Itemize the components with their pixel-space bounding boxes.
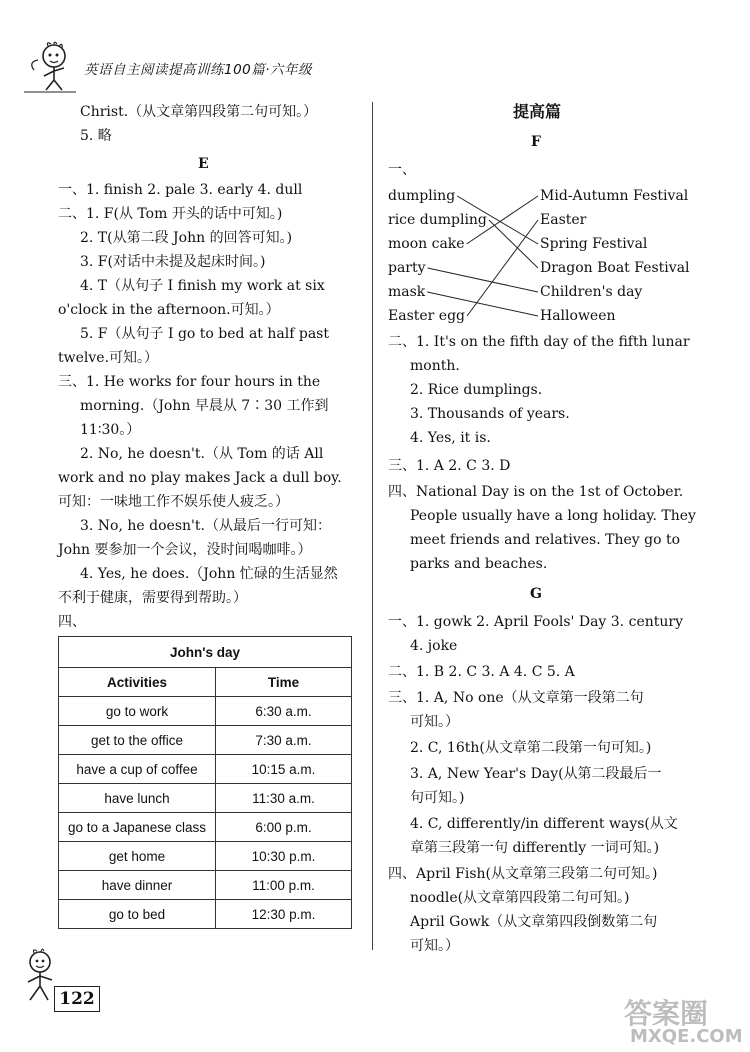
- match-right-item: Children's day: [540, 284, 643, 300]
- right-text-line: April Gowk（从文章第四段倒数第二句: [410, 914, 658, 930]
- time-cell: 11:30 a.m.: [216, 784, 352, 813]
- page-number: 122: [54, 986, 100, 1012]
- time-cell: 10:15 a.m.: [216, 755, 352, 784]
- match-left-item: dumpling: [388, 188, 456, 204]
- match-left-item: mask: [388, 284, 426, 300]
- right-text-line: 可知。）: [410, 938, 459, 954]
- time-cell: 11:00 p.m.: [216, 871, 352, 900]
- right-text-line: 三、1. A 2. C 3. D: [388, 458, 511, 474]
- left-text-line: 3. F(对话中未提及起床时间。): [80, 254, 266, 270]
- header-title: 英语自主阅读提高训练100篇·六年级: [84, 62, 313, 78]
- matching-part-label: 一、: [388, 162, 416, 178]
- time-cell: 6:30 a.m.: [216, 697, 352, 726]
- activity-cell: go to work: [59, 697, 216, 726]
- left-text-line: morning.（John 早晨从 7∶30 工作到: [80, 398, 329, 414]
- right-text-line: 4. Yes, it is.: [410, 430, 491, 446]
- right-text-line: noodle(从文章第四段第二句可知。): [410, 890, 630, 906]
- left-text-line: 4. Yes, he does.（John 忙碌的生活显然: [80, 566, 338, 582]
- watermark-url: MXQE.COM: [630, 1026, 743, 1047]
- table-header-activities: Activities: [59, 668, 216, 697]
- left-text-line: Christ.（从文章第四段第二句可知。）: [80, 104, 318, 120]
- activity-cell: get to the office: [59, 726, 216, 755]
- time-cell: 12:30 p.m.: [216, 900, 352, 929]
- right-text-line: 二、1. B 2. C 3. A 4. C 5. A: [388, 664, 575, 680]
- right-text-line: 3. A, New Year's Day(从第二段最后一: [410, 766, 662, 782]
- left-text-line: 2. No, he doesn't.（从 Tom 的话 All: [80, 446, 324, 462]
- match-connector-line: [467, 220, 538, 316]
- left-text-line: 三、1. He works for four hours in the: [58, 374, 321, 390]
- match-right-item: Mid-Autumn Festival: [540, 188, 689, 204]
- match-connector-line: [428, 268, 538, 292]
- right-text-line: 三、1. A, No one（从文章第一段第二句: [388, 690, 644, 706]
- left-text-line: o'clock in the afternoon.可知。）: [58, 302, 280, 318]
- activity-cell: have dinner: [59, 871, 216, 900]
- left-text-line: 5. 略: [80, 128, 112, 144]
- match-left-item: rice dumpling: [388, 212, 487, 228]
- right-text-line: 一、1. gowk 2. April Fools' Day 3. century: [388, 614, 683, 630]
- right-text-line: month.: [410, 358, 460, 374]
- right-text-line: 二、1. It's on the fifth day of the fifth lunar: [388, 334, 690, 350]
- activity-cell: have lunch: [59, 784, 216, 813]
- match-right-item: Halloween: [540, 308, 616, 324]
- left-text-line: 4. T（从句子 I finish my work at six: [80, 278, 325, 294]
- left-text-line: twelve.可知。）: [58, 350, 159, 366]
- match-connector-line: [467, 196, 538, 244]
- activity-cell: have a cup of coffee: [59, 755, 216, 784]
- left-text-line: E: [198, 156, 209, 172]
- match-right-item: Dragon Boat Festival: [540, 260, 690, 276]
- right-text-line: parks and beaches.: [410, 556, 548, 572]
- right-text-line: 四、National Day is on the 1st of October.: [388, 484, 684, 500]
- right-text-line: People usually have a long holiday. They: [410, 508, 696, 524]
- left-text-line: 2. T(从第二段 John 的回答可知。): [80, 230, 293, 246]
- time-cell: 6:00 p.m.: [216, 813, 352, 842]
- section-title: 提高篇: [512, 102, 561, 121]
- left-text-line: 二、1. F(从 Tom 开头的话中可知。): [58, 206, 283, 222]
- left-text-line: 5. F（从句子 I go to bed at half past: [80, 326, 329, 342]
- left-text-line: work and no play makes Jack a dull boy.: [58, 470, 342, 486]
- table-header-time: Time: [216, 668, 352, 697]
- match-connector-line: [489, 220, 538, 268]
- footer-mascot-icon: [14, 948, 58, 1008]
- right-text-line: 3. Thousands of years.: [410, 406, 570, 422]
- left-text-line: 四、: [58, 614, 86, 630]
- match-left-item: party: [388, 260, 426, 276]
- match-left-item: moon cake: [388, 236, 465, 252]
- right-text-line: 可知。）: [410, 714, 459, 730]
- right-text-line: 四、April Fish(从文章第三段第二句可知。): [388, 866, 658, 882]
- activity-cell: go to a Japanese class: [59, 813, 216, 842]
- right-text-line: 章第三段第一句 differently 一词可知。): [410, 840, 660, 856]
- time-cell: 7:30 a.m.: [216, 726, 352, 755]
- activity-cell: get home: [59, 842, 216, 871]
- left-text-line: 一、1. finish 2. pale 3. early 4. dull: [58, 182, 303, 198]
- table-title: John's day: [59, 637, 352, 668]
- match-right-item: Easter: [540, 212, 587, 228]
- left-text-line: John 要参加一个会议，没时间喝咖啡。）: [58, 542, 312, 558]
- match-right-item: Spring Festival: [540, 236, 648, 252]
- activity-cell: go to bed: [59, 900, 216, 929]
- right-text-line: meet friends and relatives. They go to: [410, 532, 681, 548]
- right-text-line: 2. Rice dumplings.: [410, 382, 543, 398]
- right-text-line: 句可知。): [410, 790, 465, 806]
- match-left-item: Easter egg: [388, 308, 466, 324]
- right-text-line: G: [530, 586, 542, 602]
- left-text-line: 可知：一味地工作不娱乐使人疲乏。）: [58, 494, 289, 510]
- right-text-line: 2. C, 16th(从文章第二段第一句可知。): [410, 740, 652, 756]
- right-text-line: 4. joke: [410, 638, 458, 654]
- left-text-line: 11∶30。）: [80, 422, 141, 438]
- left-text-line: 不利于健康，需要得到帮助。）: [58, 590, 247, 606]
- right-text-line: 4. C, differently/in different ways(从文: [410, 816, 678, 832]
- watermark-text: 答案圈: [624, 997, 709, 1030]
- time-cell: 10:30 p.m.: [216, 842, 352, 871]
- section-f-heading: F: [531, 134, 541, 150]
- left-text-line: 3. No, he doesn't.（从最后一行可知：: [80, 518, 331, 534]
